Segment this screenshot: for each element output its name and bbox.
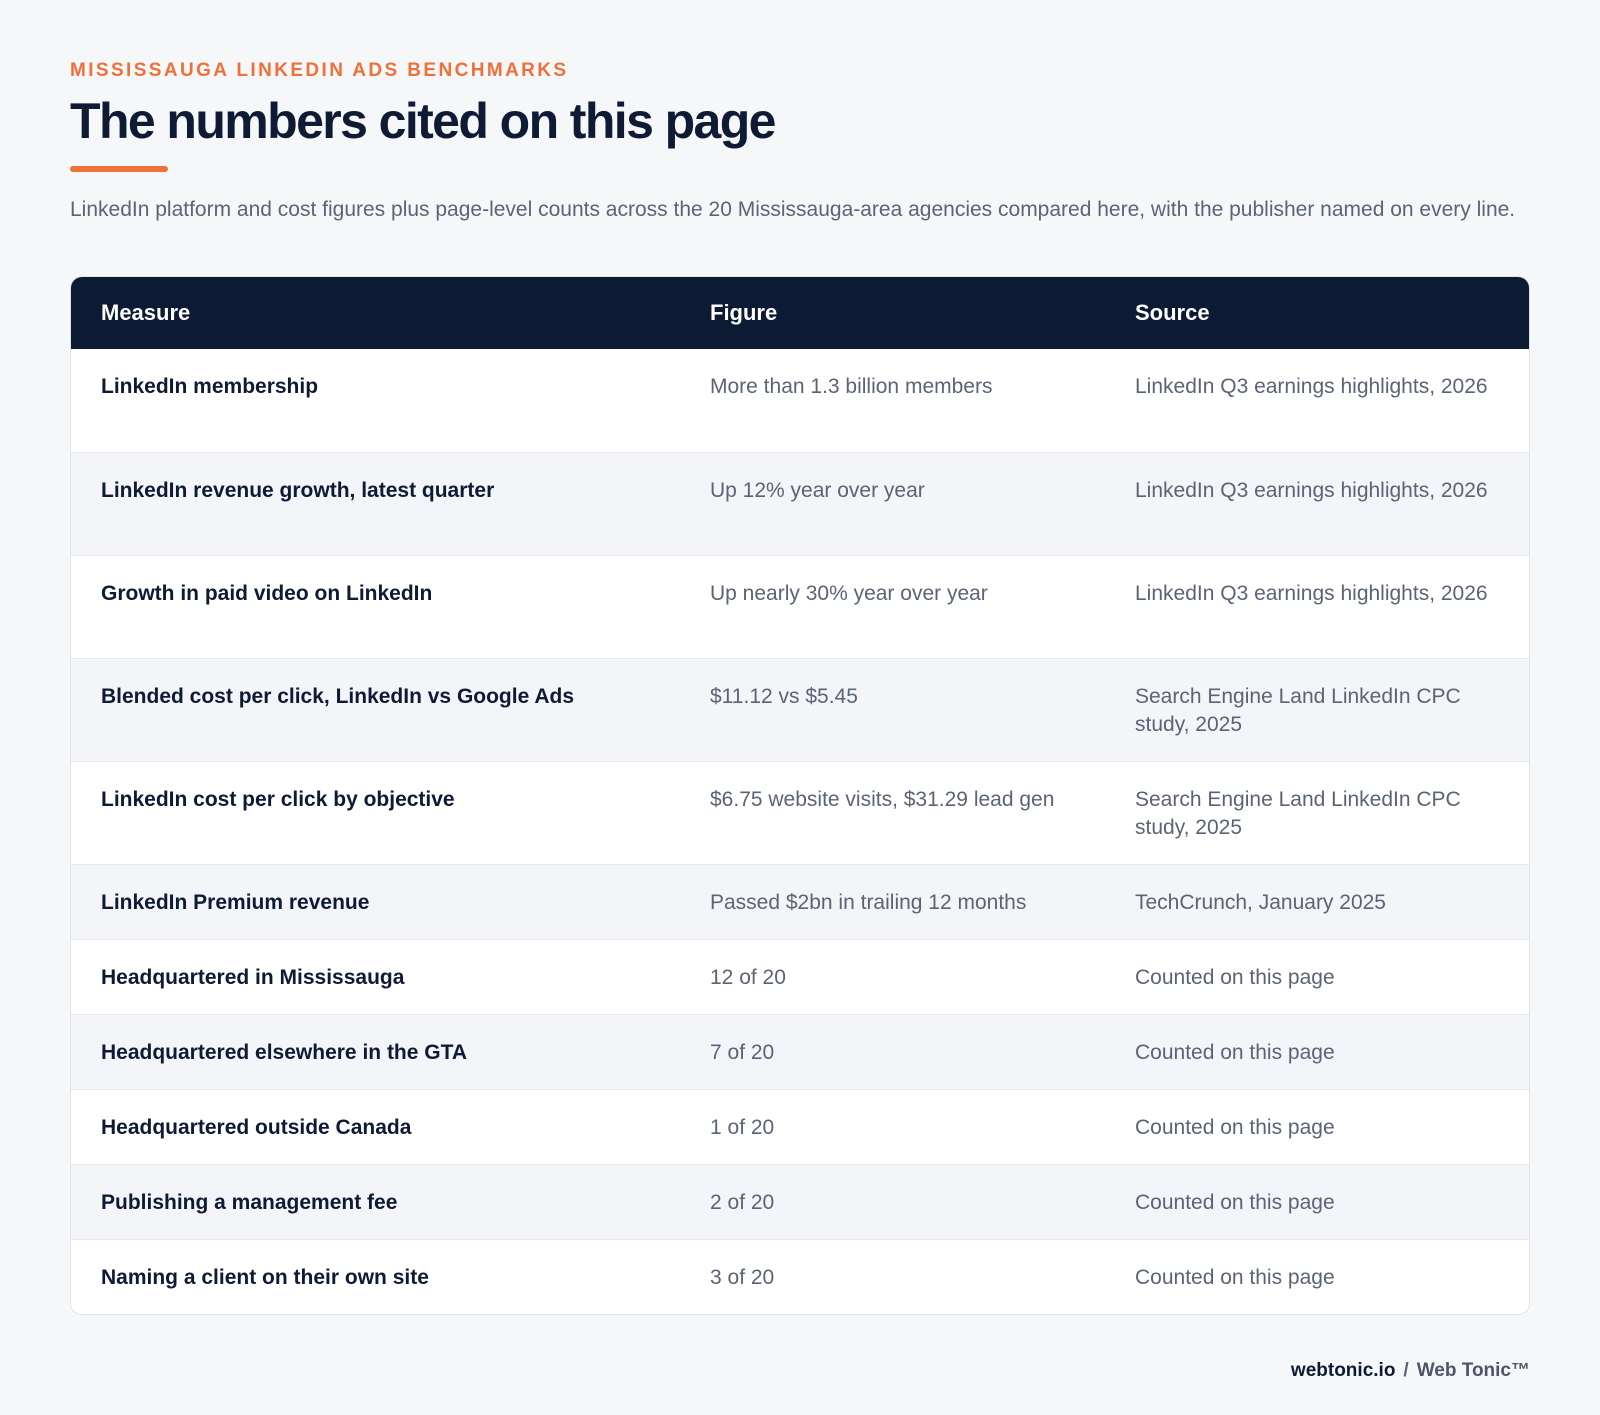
measure-cell: Growth in paid video on LinkedIn (71, 555, 680, 658)
source-cell: Counted on this page (1105, 1164, 1530, 1239)
source-cell: Counted on this page (1105, 1089, 1530, 1164)
benchmarks-table-card (70, 276, 1530, 1315)
table-row (71, 349, 1530, 452)
source-cell: Counted on this page (1105, 1014, 1530, 1089)
figure-cell: More than 1.3 billion members (710, 375, 993, 398)
figure-cell: $6.75 website visits, $31.29 lead gen (680, 761, 1105, 864)
source-cell: Counted on this page (1105, 1239, 1530, 1314)
page-title: The numbers cited on this page (70, 93, 775, 149)
measure-cell: Publishing a management fee (71, 1164, 680, 1239)
measure-cell: LinkedIn membership (101, 375, 319, 398)
measure-cell: Headquartered outside Canada (71, 1089, 680, 1164)
table-row (71, 452, 1530, 555)
measure-cell: Blended cost per click, LinkedIn vs Google Ads (71, 658, 680, 761)
measure-cell: LinkedIn revenue growth, latest quarter (71, 452, 680, 555)
table-row (71, 1014, 1530, 1089)
footer-credit (1291, 1360, 1530, 1382)
figure-cell: Up nearly 30% year over year (680, 555, 1105, 658)
table-row (71, 1164, 1530, 1239)
figure-cell: 12 of 20 (680, 939, 1105, 1014)
source-cell: LinkedIn Q3 earnings highlights, 2026 (1105, 452, 1530, 555)
eyebrow-label: MISSISSAUGA LINKEDIN ADS BENCHMARKS (70, 60, 569, 81)
measure-cell: Headquartered in Mississauga (71, 939, 680, 1014)
figure-cell: Up 12% year over year (680, 452, 1105, 555)
table-header (71, 277, 1530, 349)
column-header-measure: Measure (101, 300, 191, 325)
intro-text: LinkedIn platform and cost figures plus page-level counts across the 20 Mississauga-area agencies compared here, with the publisher named on every line. (70, 198, 1516, 221)
table-body (71, 349, 1530, 1314)
figure-cell: 3 of 20 (680, 1239, 1105, 1314)
table-row (71, 939, 1530, 1014)
footer-separator: / (1403, 1360, 1409, 1381)
measure-cell: Naming a client on their own site (71, 1239, 680, 1314)
table-row (71, 555, 1530, 658)
figure-cell: 2 of 20 (680, 1164, 1105, 1239)
column-header-source: Source (1135, 300, 1210, 325)
table-header-row (71, 277, 1530, 349)
table-row (71, 1239, 1530, 1314)
figure-cell: 1 of 20 (680, 1089, 1105, 1164)
measure-cell: LinkedIn Premium revenue (71, 864, 680, 939)
table-row (71, 1089, 1530, 1164)
title-accent-bar (70, 166, 168, 172)
benchmarks-table (71, 277, 1530, 1314)
source-cell: Counted on this page (1105, 939, 1530, 1014)
figure-cell: 7 of 20 (680, 1014, 1105, 1089)
measure-cell: LinkedIn cost per click by objective (71, 761, 680, 864)
figure-cell: $11.12 vs $5.45 (680, 658, 1105, 761)
column-header-figure: Figure (710, 300, 778, 325)
source-cell: TechCrunch, January 2025 (1105, 864, 1530, 939)
source-cell: LinkedIn Q3 earnings highlights, 2026 (1135, 375, 1488, 398)
footer-brand: Web Tonic™ (1416, 1360, 1530, 1381)
table-row (71, 864, 1530, 939)
source-cell: Search Engine Land LinkedIn CPC study, 2025 (1105, 658, 1530, 761)
measure-cell: Headquartered elsewhere in the GTA (71, 1014, 680, 1089)
table-row (71, 761, 1530, 864)
source-cell: Search Engine Land LinkedIn CPC study, 2025 (1105, 761, 1530, 864)
table-row (71, 658, 1530, 761)
figure-cell: Passed $2bn in trailing 12 months (680, 864, 1105, 939)
footer-domain[interactable]: webtonic.io (1290, 1360, 1396, 1381)
source-cell: LinkedIn Q3 earnings highlights, 2026 (1105, 555, 1530, 658)
